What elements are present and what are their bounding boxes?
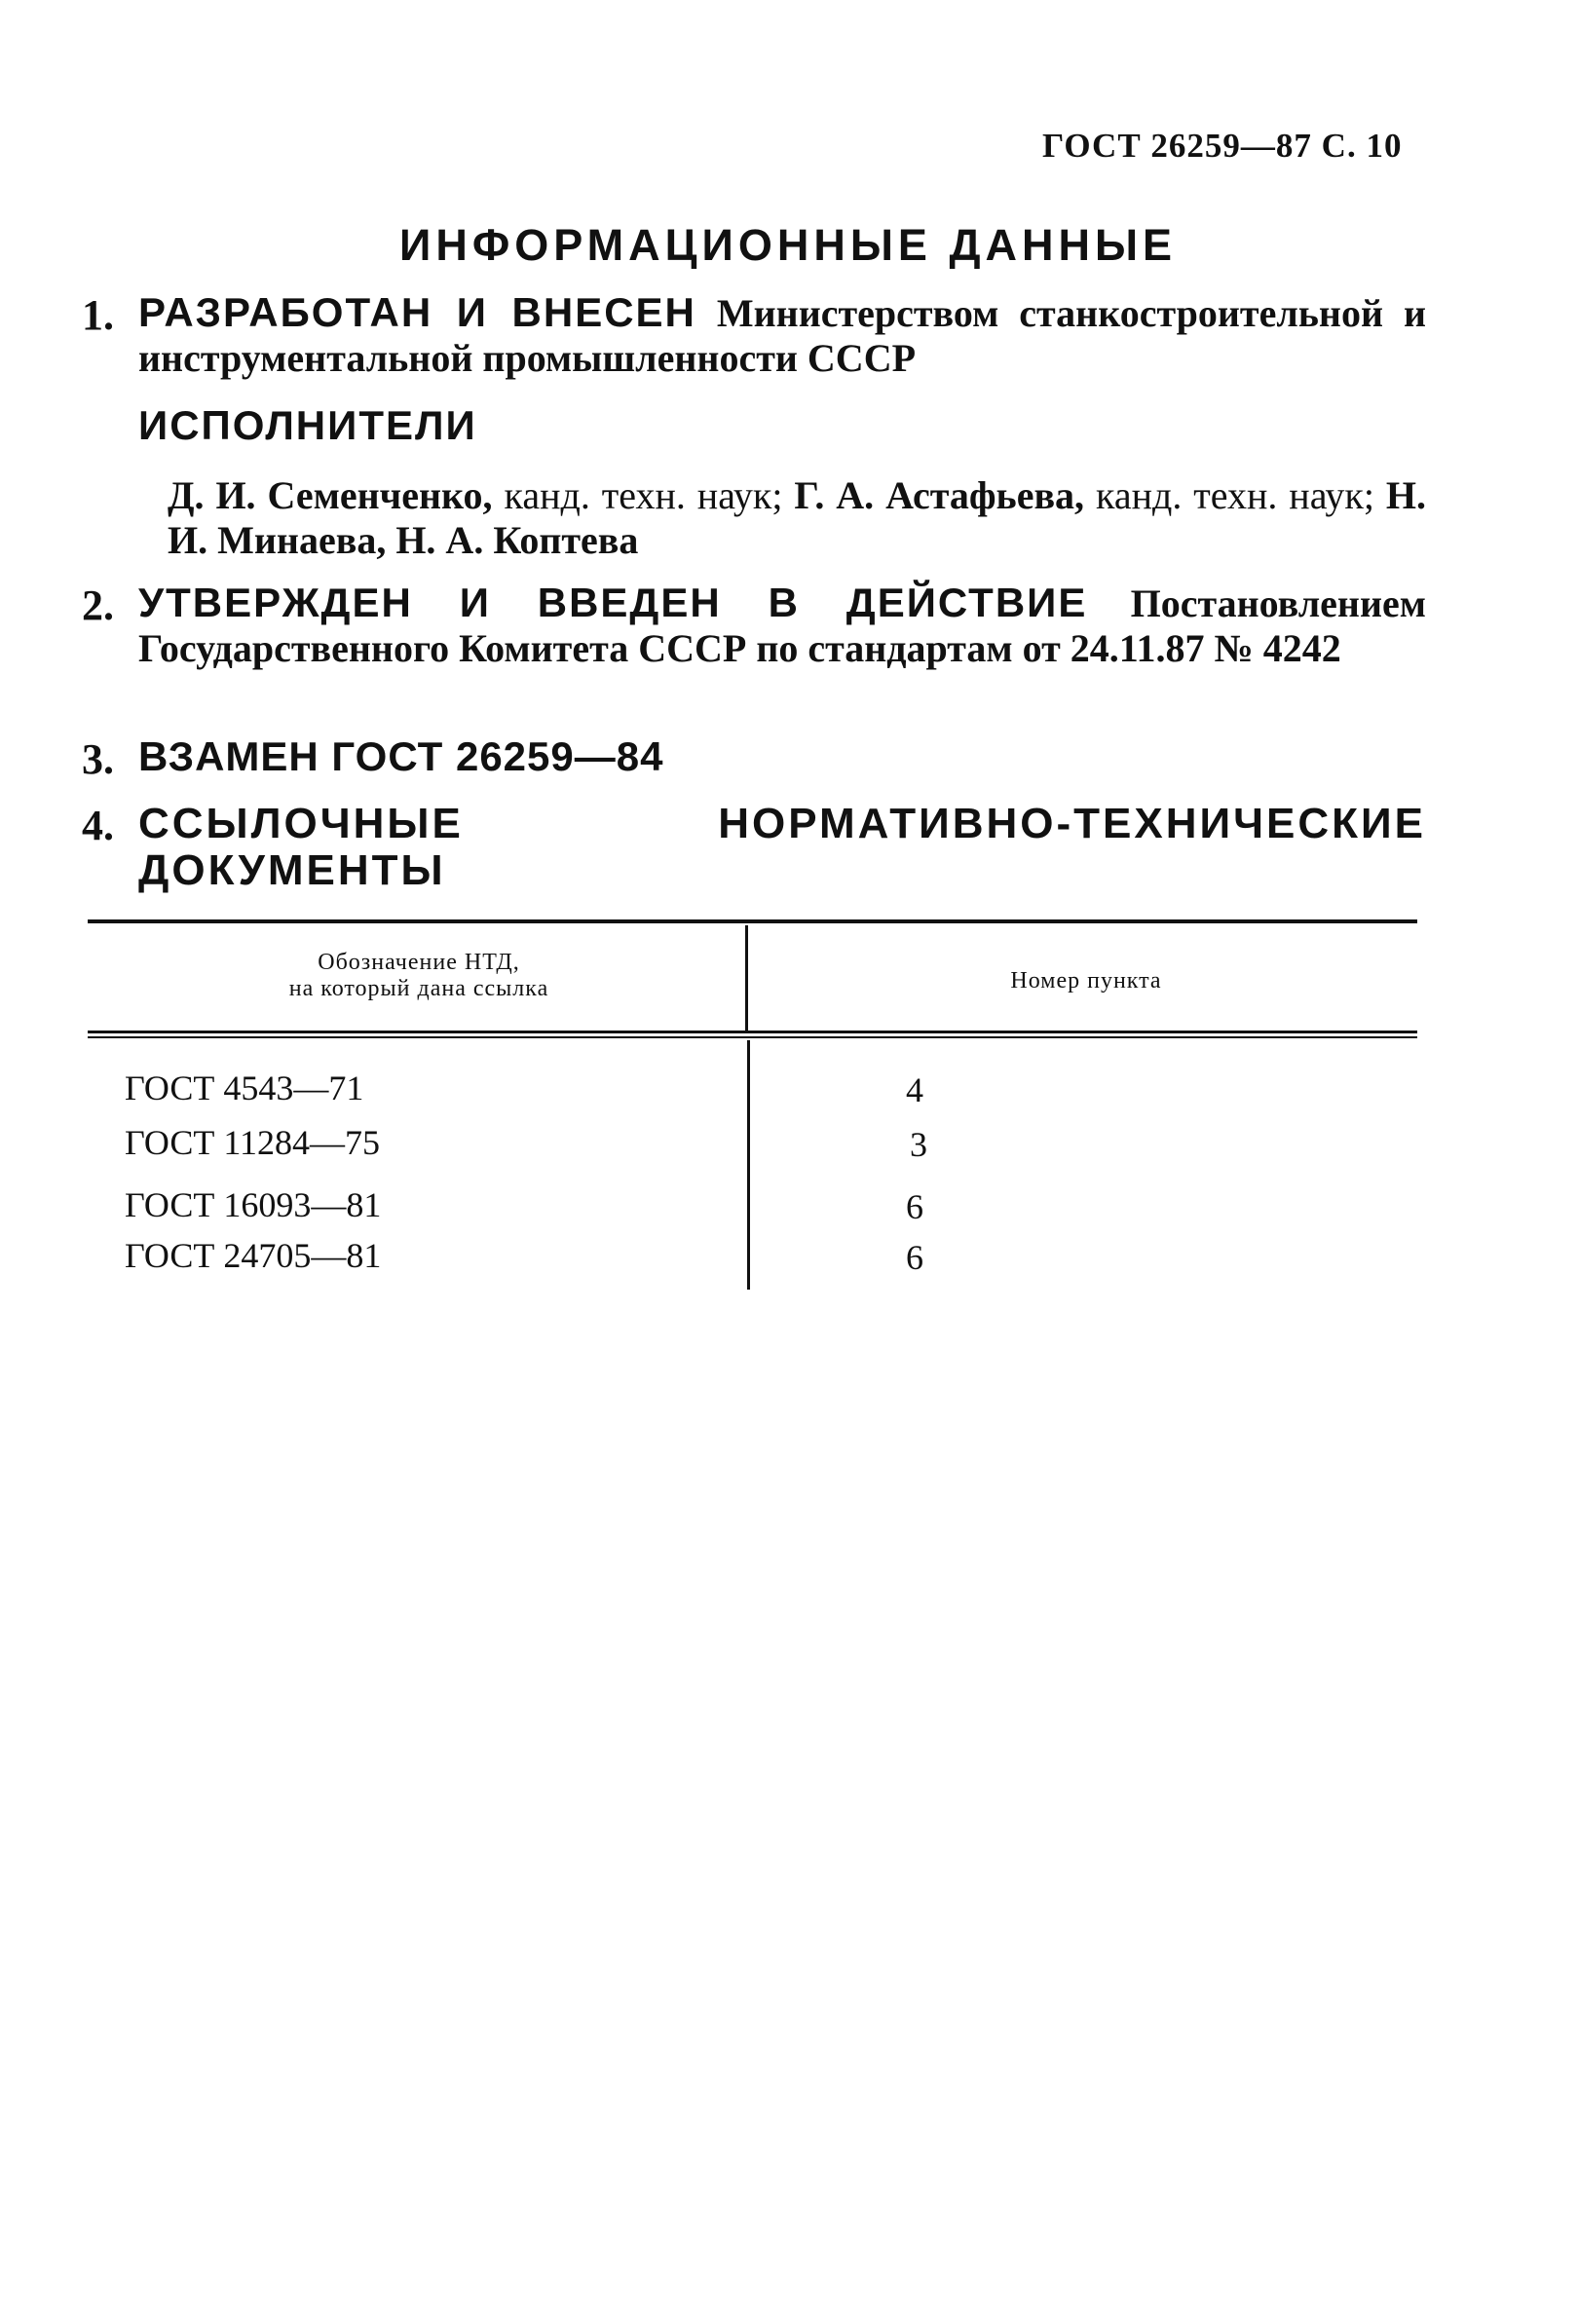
- col1-header-line2: на который дана ссылка: [288, 976, 549, 1001]
- table-header-divider: [745, 925, 748, 1032]
- item-3-text: [138, 734, 1426, 780]
- table-cell-clause: 4: [906, 1070, 923, 1109]
- executors-list: [168, 473, 1426, 563]
- item-4-number: 4.: [82, 802, 114, 849]
- item-2-description: Постановлением Государственного Комитета СССР по стандартам от 24.11.87 № 4242: [138, 581, 1427, 670]
- item-1-description: Министерством станкостроительной и инструментальной промышленности СССР: [138, 291, 1427, 380]
- col1-header: [107, 950, 731, 1002]
- table-body-divider: [747, 1040, 750, 1290]
- executors-heading: ИСПОЛНИТЕЛИ: [138, 402, 477, 448]
- item-1-caps: РАЗРАБОТАН И ВНЕСЕН: [138, 289, 696, 335]
- item-2-text: [138, 581, 1426, 671]
- item-1-number: 1.: [82, 291, 114, 339]
- table-cell-doc: ГОСТ 4543—71: [125, 1068, 364, 1107]
- item-2-caps: УТВЕРЖДЕН И ВВЕДЕН В ДЕЙСТВИЕ: [138, 580, 1088, 625]
- author-3-name: Н. И. Минаева, Н. А. Коптева: [168, 473, 1427, 562]
- table-cell-doc: ГОСТ 24705—81: [125, 1236, 382, 1275]
- item-3-number: 3.: [82, 735, 114, 783]
- table-cell-clause: 6: [906, 1238, 923, 1277]
- col1-header-line1: Обозначение НТД,: [318, 950, 520, 975]
- item-2: [82, 581, 1426, 671]
- item-4: [82, 801, 1426, 894]
- item-2-number: 2.: [82, 581, 114, 629]
- table-cell-clause: 3: [910, 1125, 927, 1164]
- author-1-name: Д. И. Семенченко,: [168, 473, 493, 517]
- author-1-title: канд. техн. наук;: [504, 473, 783, 517]
- table-cell-doc: ГОСТ 16093—81: [125, 1185, 382, 1224]
- page-header: ГОСТ 26259—87 С. 10: [1042, 127, 1403, 165]
- author-2-title: канд. техн. наук;: [1095, 473, 1374, 517]
- author-2-name: Г. А. Астафьева,: [794, 473, 1085, 517]
- table-header-rule-1: [88, 1031, 1417, 1033]
- item-3: [82, 733, 1426, 783]
- table-header-rule-2: [88, 1036, 1417, 1038]
- item-1: [82, 290, 1426, 381]
- table-cell-doc: ГОСТ 11284—75: [125, 1123, 381, 1162]
- item-4-text: ССЫЛОЧНЫЕ НОРМАТИВНО-ТЕХНИЧЕСКИЕ ДОКУМЕНТЫ: [138, 800, 1426, 894]
- item-3-caps: ВЗАМЕН ГОСТ 26259—84: [138, 733, 664, 779]
- col2-header: Номер пункта: [1010, 968, 1162, 993]
- table-top-rule: [88, 919, 1417, 923]
- item-1-text: [138, 290, 1426, 381]
- table-cell-clause: 6: [906, 1187, 923, 1226]
- page-title: ИНФОРМАЦИОННЫЕ ДАННЫЕ: [399, 220, 1178, 270]
